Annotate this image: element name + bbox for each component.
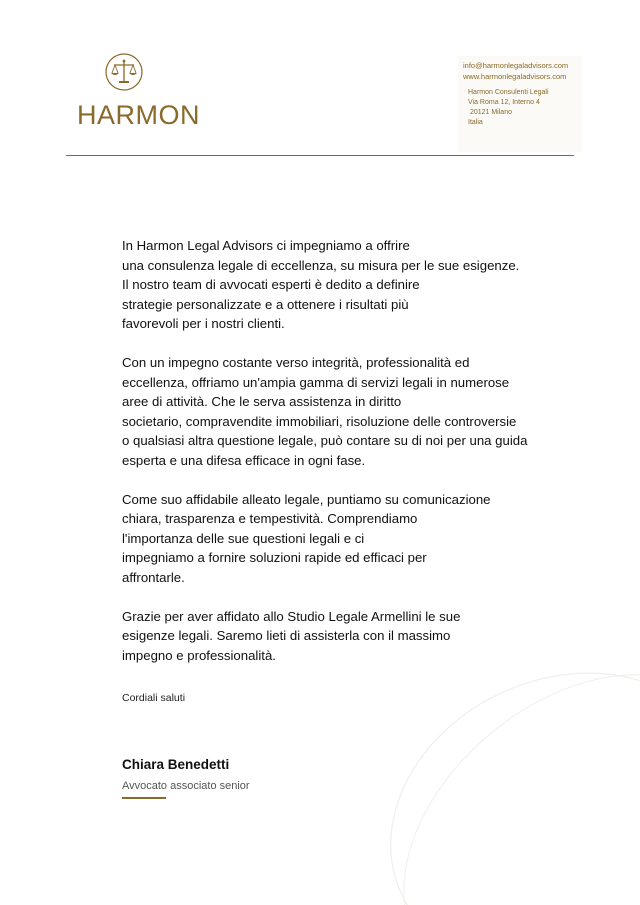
brand-name: HARMON <box>77 100 200 130</box>
scales-of-justice-icon <box>104 52 144 92</box>
paragraph-3: Come suo affidabile alleato legale, puntiamo su comunicazione chiara, trasparenza e tempestività. Comprendiamo l'importanza delle sue questioni legali e ci impegniamo a fornire soluzioni rapide ed efficaci per affrontarle. <box>122 491 491 585</box>
paragraph-1: In Harmon Legal Advisors ci impegniamo a offrire una consulenza legale di eccellenza, su misura per le sue esigenze. Il nostro team di avvocati esperti è dedito a definire strategie personalizzate e a ottenere i risultati più favorevoli per i nostri clienti. <box>122 238 520 332</box>
paragraph-2: Con un impegno costante verso integrità, professionalità ed eccellenza, offriamo un'ampia gamma di servizi legali in numerose aree di attività. Che le serva assistenza in diritto societario, compravendite immobiliari, risoluzione delle controversie o qualsiasi altra questione legale, può contare su di noi per una guida esperta e una difesa efficace in ogni fase. <box>122 354 528 468</box>
letter-body <box>122 236 562 684</box>
closing-salutation: Cordiali saluti <box>122 692 186 704</box>
signature-underline <box>122 797 166 799</box>
contact-email[interactable]: info@harmonlegaladvisors.com <box>463 61 569 70</box>
signer-role: Avvocato associato senior <box>122 780 250 792</box>
header-divider <box>66 155 574 156</box>
signer-name: Chiara Benedetti <box>122 757 230 772</box>
contact-website[interactable]: www.harmonlegaladvisors.com <box>463 72 567 81</box>
contact-block <box>458 56 582 152</box>
contact-address: Harmon Consulenti Legali Via Roma 12, Interno 4 20121 Milano Italia <box>468 89 549 126</box>
paragraph-4: Grazie per aver affidato allo Studio Legale Armellini le sue esigenze legali. Saremo lieti di assisterla con il massimo impegno e professionalità. <box>122 608 461 663</box>
logo <box>78 52 198 92</box>
